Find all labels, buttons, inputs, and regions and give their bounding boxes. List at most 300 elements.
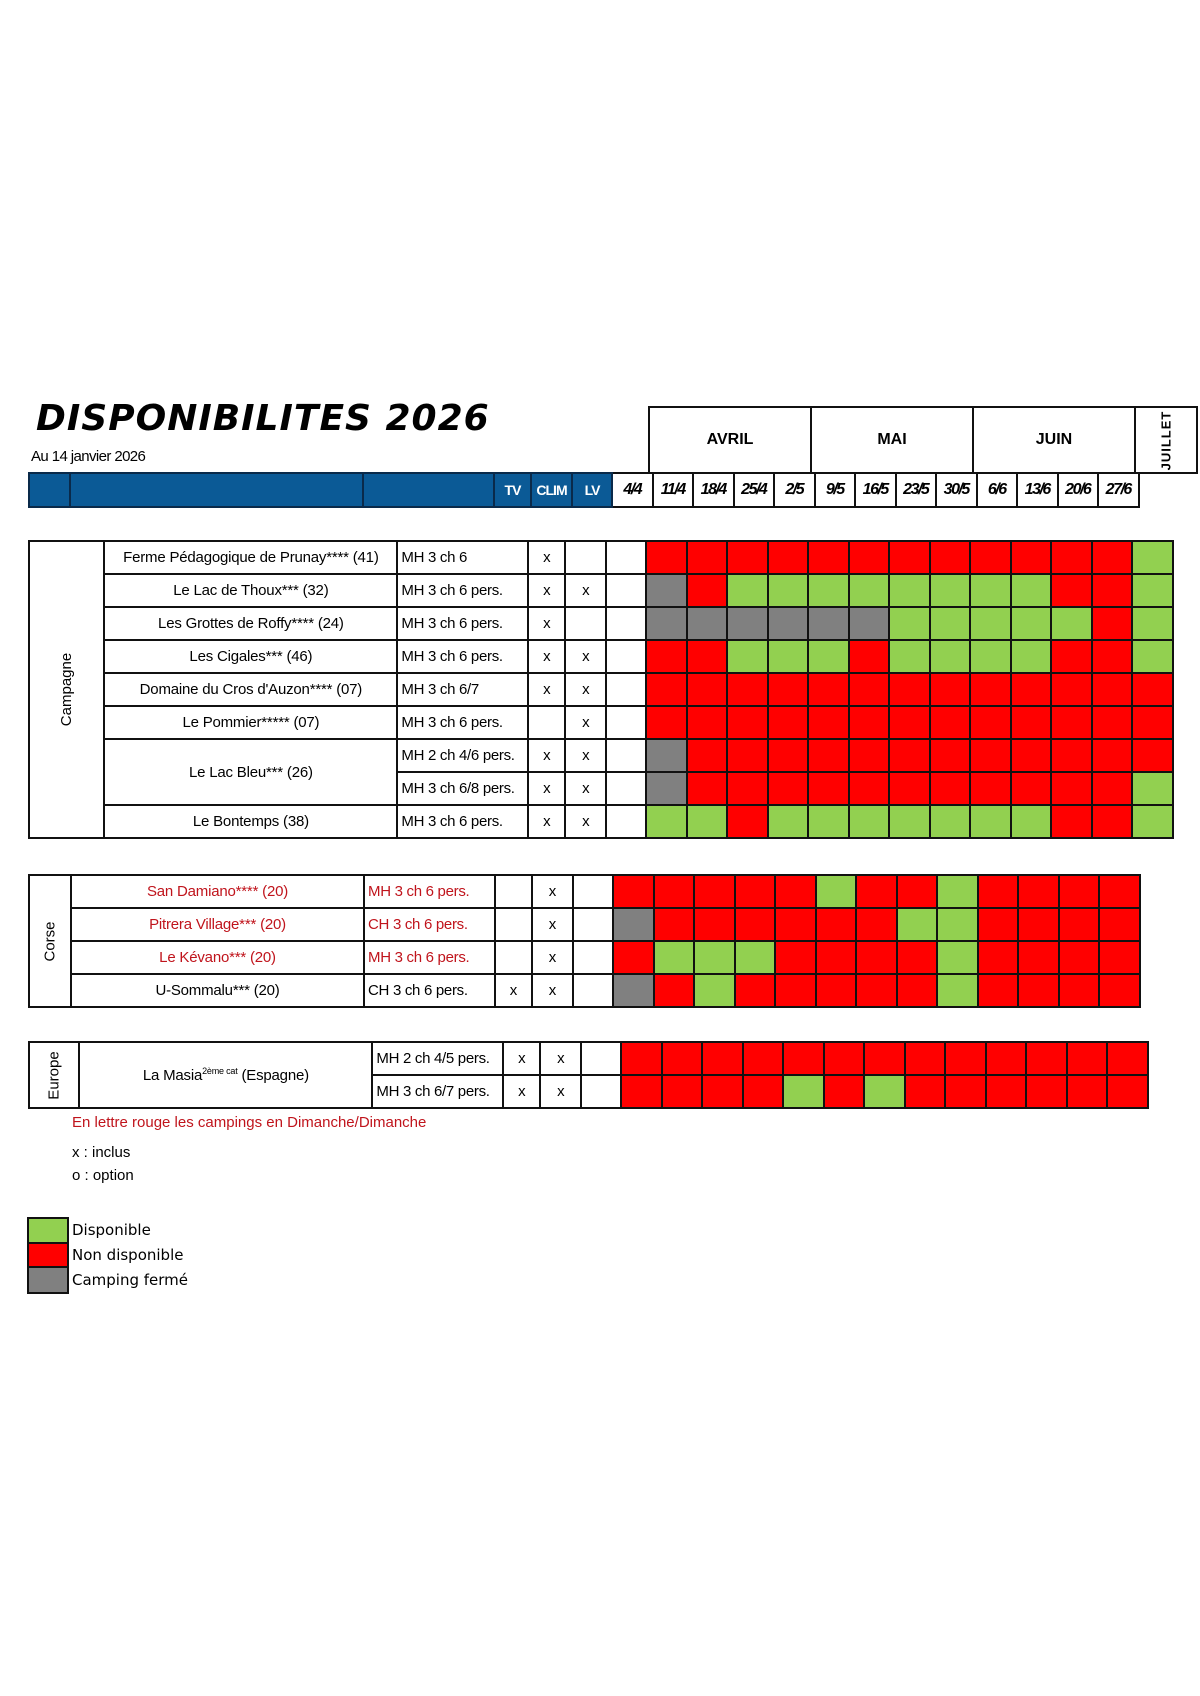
table-row xyxy=(29,574,1173,607)
camping-name: Le Bontemps (38) xyxy=(104,805,397,838)
unavailable-cell xyxy=(1092,706,1133,739)
closed-cell xyxy=(646,772,687,805)
closed-cell xyxy=(768,607,809,640)
camping-name: La Masia$^{2ème cat}$ (Espagne) xyxy=(79,1042,372,1108)
available-cell xyxy=(930,640,971,673)
available-cell xyxy=(1011,574,1052,607)
unavailable-cell xyxy=(1092,772,1133,805)
tv-included-cell: x xyxy=(528,805,565,838)
unavailable-cell xyxy=(1051,640,1092,673)
lv-included-cell xyxy=(606,673,646,706)
available-cell xyxy=(816,875,857,908)
accommodation-type: MH 3 ch 6 pers. xyxy=(364,941,495,974)
clim-col-header: CLIM xyxy=(531,473,572,507)
unavailable-cell xyxy=(1018,941,1059,974)
unavailable-cell xyxy=(694,875,735,908)
lv-included-cell xyxy=(606,607,646,640)
unavailable-cell xyxy=(1092,574,1133,607)
unavailable-cell xyxy=(613,875,654,908)
unavailable-cell xyxy=(889,673,930,706)
unavailable-cell xyxy=(816,941,857,974)
unavailable-cell xyxy=(646,640,687,673)
unavailable-cell xyxy=(621,1075,662,1108)
unavailable-cell xyxy=(727,805,768,838)
unavailable-cell xyxy=(662,1042,703,1075)
unavailable-cell xyxy=(849,772,890,805)
week-column-header: 13/6 xyxy=(1017,473,1058,507)
unavailable-cell xyxy=(849,706,890,739)
camping-name: San Damiano**** (20) xyxy=(71,875,364,908)
o-option-note: o : option xyxy=(72,1167,134,1184)
unavailable-cell xyxy=(727,772,768,805)
table-row xyxy=(29,974,1140,1007)
unavailable-cell xyxy=(768,772,809,805)
available-cell xyxy=(654,941,695,974)
unavailable-cell xyxy=(727,673,768,706)
unavailable-cell xyxy=(864,1042,905,1075)
unavailable-cell xyxy=(735,875,776,908)
unavailable-cell xyxy=(1018,908,1059,941)
month-juin: JUIN xyxy=(973,407,1135,473)
unavailable-cell xyxy=(978,974,1019,1007)
unavailable-cell xyxy=(849,673,890,706)
available-cell xyxy=(937,974,978,1007)
unavailable-cell xyxy=(775,941,816,974)
available-cell xyxy=(1011,640,1052,673)
month-juillet: JUILLET xyxy=(1135,407,1197,473)
unavailable-cell xyxy=(1018,974,1059,1007)
available-cell xyxy=(768,805,809,838)
unavailable-cell xyxy=(1059,941,1100,974)
camping-name: U-Sommalu*** (20) xyxy=(71,974,364,1007)
unavailable-cell xyxy=(1099,941,1140,974)
unavailable-cell xyxy=(1011,706,1052,739)
unavailable-cell xyxy=(1051,673,1092,706)
available-cell xyxy=(783,1075,824,1108)
accommodation-type: CH 3 ch 6 pers. xyxy=(364,908,495,941)
available-cell xyxy=(937,908,978,941)
camping-name: Le Lac Bleu*** (26) xyxy=(104,739,397,805)
unavailable-cell xyxy=(905,1042,946,1075)
unavailable-cell xyxy=(856,941,897,974)
week-column-header: 9/5 xyxy=(815,473,856,507)
lv-included-cell xyxy=(581,1042,621,1075)
region-label: Europe xyxy=(29,1042,79,1108)
unavailable-cell xyxy=(816,908,857,941)
week-column-header: 2/5 xyxy=(774,473,815,507)
lv-included-cell xyxy=(606,541,646,574)
unavailable-cell xyxy=(654,875,695,908)
unavailable-cell xyxy=(970,706,1011,739)
available-cell xyxy=(849,574,890,607)
unavailable-cell xyxy=(1067,1075,1108,1108)
unavailable-cell xyxy=(727,739,768,772)
unavailable-cell xyxy=(978,908,1019,941)
unavailable-cell xyxy=(621,1042,662,1075)
clim-included-cell: x xyxy=(532,974,573,1007)
week-column-header: 4/4 xyxy=(612,473,653,507)
available-cell xyxy=(808,574,849,607)
camping-name: Domaine du Cros d'Auzon**** (07) xyxy=(104,673,397,706)
unavailable-cell xyxy=(970,673,1011,706)
available-cell xyxy=(889,607,930,640)
month-header xyxy=(648,406,1198,474)
section-campagne xyxy=(28,540,1174,839)
unavailable-cell xyxy=(889,706,930,739)
lv-col-header: LV xyxy=(572,473,612,507)
unavailable-cell xyxy=(743,1075,784,1108)
unavailable-cell xyxy=(768,541,809,574)
unavailable-cell xyxy=(1067,1042,1108,1075)
accommodation-type: MH 3 ch 6/8 pers. xyxy=(397,772,528,805)
unavailable-cell xyxy=(1092,673,1133,706)
section-europe xyxy=(28,1041,1149,1109)
available-cell xyxy=(808,805,849,838)
unavailable-cell xyxy=(978,941,1019,974)
available-cell xyxy=(1132,805,1173,838)
week-column-header: 11/4 xyxy=(653,473,694,507)
unavailable-cell xyxy=(897,941,938,974)
available-cell xyxy=(1011,805,1052,838)
unavailable-cell xyxy=(1092,805,1133,838)
unavailable-cell xyxy=(897,974,938,1007)
type-col-header xyxy=(363,473,494,507)
available-cell xyxy=(1132,772,1173,805)
table-row xyxy=(29,908,1140,941)
unavailable-cell xyxy=(905,1075,946,1108)
available-swatch-icon xyxy=(27,1217,69,1243)
camping-name: Les Grottes de Roffy**** (24) xyxy=(104,607,397,640)
unavailable-cell xyxy=(646,706,687,739)
lv-included-cell xyxy=(606,706,646,739)
camping-name: Le Kévano*** (20) xyxy=(71,941,364,974)
closed-cell xyxy=(687,607,728,640)
tv-included-cell: x xyxy=(528,574,565,607)
camping-name: Pitrera Village*** (20) xyxy=(71,908,364,941)
unavailable-cell xyxy=(1018,875,1059,908)
tv-included-cell: x xyxy=(528,673,565,706)
closed-cell xyxy=(727,607,768,640)
unavailable-cell xyxy=(1051,772,1092,805)
region-label: Campagne xyxy=(29,541,104,838)
unavailable-cell xyxy=(1099,875,1140,908)
tv-included-cell xyxy=(495,941,532,974)
available-cell xyxy=(735,941,776,974)
unavailable-cell xyxy=(775,908,816,941)
available-cell xyxy=(694,941,735,974)
closed-cell xyxy=(613,908,654,941)
available-cell xyxy=(937,875,978,908)
unavailable-cell xyxy=(1011,541,1052,574)
lv-included-cell xyxy=(606,574,646,607)
unavailable-cell xyxy=(702,1075,743,1108)
unavailable-cell xyxy=(687,739,728,772)
legend-unavailable: Non disponible xyxy=(27,1242,188,1267)
available-cell xyxy=(768,574,809,607)
unavailable-cell xyxy=(694,908,735,941)
unavailable-cell xyxy=(970,772,1011,805)
table-row xyxy=(29,706,1173,739)
legend-closed: Camping fermé xyxy=(27,1267,188,1292)
unavailable-cell xyxy=(978,875,1019,908)
unavailable-cell xyxy=(930,772,971,805)
lv-included-cell xyxy=(573,875,613,908)
clim-included-cell: x xyxy=(540,1075,581,1108)
tv-included-cell: x xyxy=(503,1075,540,1108)
table-row xyxy=(29,640,1173,673)
tv-included-cell: x xyxy=(528,772,565,805)
unavailable-swatch-icon xyxy=(27,1242,69,1268)
tv-included-cell xyxy=(495,908,532,941)
unavailable-cell xyxy=(687,640,728,673)
unavailable-cell xyxy=(654,974,695,1007)
accommodation-type: MH 3 ch 6 pers. xyxy=(397,607,528,640)
section-corse xyxy=(28,874,1141,1008)
tv-included-cell: x xyxy=(528,541,565,574)
week-column-header: 6/6 xyxy=(977,473,1018,507)
available-cell xyxy=(1132,607,1173,640)
table-row xyxy=(29,1042,1148,1075)
available-cell xyxy=(930,607,971,640)
available-cell xyxy=(646,805,687,838)
unavailable-cell xyxy=(687,706,728,739)
available-cell xyxy=(1051,607,1092,640)
unavailable-cell xyxy=(1011,739,1052,772)
tv-included-cell: x xyxy=(503,1042,540,1075)
unavailable-cell xyxy=(856,974,897,1007)
unavailable-cell xyxy=(1092,541,1133,574)
available-cell xyxy=(897,908,938,941)
unavailable-cell xyxy=(1092,607,1133,640)
closed-cell xyxy=(849,607,890,640)
week-column-header: 27/6 xyxy=(1098,473,1139,507)
lv-included-cell xyxy=(573,974,613,1007)
unavailable-cell xyxy=(775,875,816,908)
unavailable-cell xyxy=(646,541,687,574)
camping-name: Ferme Pédagogique de Prunay**** (41) xyxy=(104,541,397,574)
unavailable-cell xyxy=(930,739,971,772)
unavailable-cell xyxy=(970,541,1011,574)
unavailable-cell xyxy=(735,974,776,1007)
closed-cell xyxy=(808,607,849,640)
available-cell xyxy=(970,640,1011,673)
accommodation-type: MH 3 ch 6 pers. xyxy=(397,640,528,673)
legend-available: Disponible xyxy=(27,1217,188,1242)
unavailable-cell xyxy=(1099,974,1140,1007)
red-letter-note: En lettre rouge les campings en Dimanche/Dimanche xyxy=(72,1114,427,1131)
unavailable-cell xyxy=(824,1042,865,1075)
region-label: Corse xyxy=(29,875,71,1007)
week-column-header: 25/4 xyxy=(734,473,775,507)
available-cell xyxy=(1011,607,1052,640)
unavailable-cell xyxy=(808,541,849,574)
unavailable-cell xyxy=(945,1075,986,1108)
closed-cell xyxy=(646,574,687,607)
unavailable-cell xyxy=(1099,908,1140,941)
clim-included-cell: x xyxy=(565,772,606,805)
lv-included-cell xyxy=(606,739,646,772)
lv-included-cell xyxy=(573,908,613,941)
clim-included-cell: x xyxy=(565,805,606,838)
unavailable-cell xyxy=(727,541,768,574)
unavailable-cell xyxy=(930,673,971,706)
unavailable-cell xyxy=(808,673,849,706)
tv-included-cell xyxy=(495,875,532,908)
unavailable-cell xyxy=(897,875,938,908)
available-cell xyxy=(727,640,768,673)
unavailable-cell xyxy=(783,1042,824,1075)
unavailable-cell xyxy=(1107,1075,1148,1108)
unavailable-cell xyxy=(768,706,809,739)
unavailable-cell xyxy=(1059,908,1100,941)
tv-col-header: TV xyxy=(494,473,531,507)
clim-included-cell: x xyxy=(565,640,606,673)
accommodation-type: MH 3 ch 6/7 xyxy=(397,673,528,706)
unavailable-cell xyxy=(1051,574,1092,607)
unavailable-cell xyxy=(735,908,776,941)
unavailable-cell xyxy=(687,673,728,706)
clim-included-cell: x xyxy=(532,875,573,908)
table-row xyxy=(29,875,1140,908)
unavailable-cell xyxy=(1132,739,1173,772)
available-cell xyxy=(889,640,930,673)
week-column-header: 23/5 xyxy=(896,473,937,507)
unavailable-cell xyxy=(808,739,849,772)
available-cell xyxy=(727,574,768,607)
clim-included-cell: x xyxy=(540,1042,581,1075)
unavailable-cell xyxy=(1011,772,1052,805)
available-cell xyxy=(694,974,735,1007)
unavailable-cell xyxy=(1132,706,1173,739)
clim-included-cell: x xyxy=(532,908,573,941)
tv-included-cell: x xyxy=(528,640,565,673)
accommodation-type: MH 3 ch 6 pers. xyxy=(364,875,495,908)
week-column-header: 16/5 xyxy=(855,473,896,507)
available-cell xyxy=(889,574,930,607)
unavailable-cell xyxy=(986,1075,1027,1108)
unavailable-cell xyxy=(1026,1075,1067,1108)
unavailable-cell xyxy=(1026,1042,1067,1075)
unavailable-cell xyxy=(970,739,1011,772)
accommodation-type: MH 2 ch 4/6 pers. xyxy=(397,739,528,772)
legend xyxy=(27,1217,188,1292)
table-row xyxy=(29,941,1140,974)
unavailable-cell xyxy=(1092,739,1133,772)
unavailable-cell xyxy=(889,739,930,772)
month-avril: AVRIL xyxy=(649,407,811,473)
unavailable-cell xyxy=(687,772,728,805)
clim-included-cell: x xyxy=(565,706,606,739)
available-cell xyxy=(1132,574,1173,607)
unavailable-cell xyxy=(1107,1042,1148,1075)
page-title: DISPONIBILITES 2026 xyxy=(36,398,490,439)
camping-name: Le Lac de Thoux*** (32) xyxy=(104,574,397,607)
name-col-header xyxy=(70,473,363,507)
table-row xyxy=(29,673,1173,706)
lv-included-cell xyxy=(581,1075,621,1108)
available-cell xyxy=(970,574,1011,607)
week-column-header: 30/5 xyxy=(936,473,977,507)
closed-swatch-icon xyxy=(27,1266,69,1294)
lv-included-cell xyxy=(573,941,613,974)
unavailable-cell xyxy=(1132,673,1173,706)
unavailable-cell xyxy=(824,1075,865,1108)
table-row xyxy=(29,805,1173,838)
unavailable-cell xyxy=(768,673,809,706)
available-cell xyxy=(937,941,978,974)
unavailable-cell xyxy=(1011,673,1052,706)
accommodation-type: MH 2 ch 4/5 pers. xyxy=(372,1042,503,1075)
column-header-bar xyxy=(28,472,1140,508)
x-included-note: x : inclus xyxy=(72,1144,131,1161)
closed-cell xyxy=(613,974,654,1007)
unavailable-cell xyxy=(687,541,728,574)
unavailable-cell xyxy=(702,1042,743,1075)
unavailable-cell xyxy=(1051,805,1092,838)
available-cell xyxy=(970,607,1011,640)
as-of-date: Au 14 janvier 2026 xyxy=(31,448,146,465)
unavailable-cell xyxy=(1059,875,1100,908)
unavailable-cell xyxy=(743,1042,784,1075)
unavailable-cell xyxy=(662,1075,703,1108)
region-col-header xyxy=(29,473,70,507)
closed-cell xyxy=(646,607,687,640)
unavailable-cell xyxy=(1051,706,1092,739)
unavailable-cell xyxy=(889,772,930,805)
unavailable-cell xyxy=(986,1042,1027,1075)
unavailable-cell xyxy=(945,1042,986,1075)
tv-included-cell: x xyxy=(528,739,565,772)
clim-included-cell xyxy=(565,541,606,574)
unavailable-cell xyxy=(930,706,971,739)
available-cell xyxy=(889,805,930,838)
unavailable-cell xyxy=(808,772,849,805)
unavailable-cell xyxy=(613,941,654,974)
unavailable-cell xyxy=(646,673,687,706)
unavailable-cell xyxy=(808,706,849,739)
table-row xyxy=(29,739,1173,772)
unavailable-cell xyxy=(768,739,809,772)
lv-included-cell xyxy=(606,805,646,838)
unavailable-cell xyxy=(816,974,857,1007)
unavailable-cell xyxy=(889,541,930,574)
available-cell xyxy=(1132,541,1173,574)
month-mai: MAI xyxy=(811,407,973,473)
tv-included-cell: x xyxy=(495,974,532,1007)
camping-name: Les Cigales*** (46) xyxy=(104,640,397,673)
camping-name: Le Pommier***** (07) xyxy=(104,706,397,739)
lv-included-cell xyxy=(606,640,646,673)
table-row xyxy=(29,541,1173,574)
available-cell xyxy=(849,805,890,838)
unavailable-cell xyxy=(687,574,728,607)
lv-included-cell xyxy=(606,772,646,805)
accommodation-type: MH 3 ch 6/7 pers. xyxy=(372,1075,503,1108)
accommodation-type: MH 3 ch 6 pers. xyxy=(397,805,528,838)
unavailable-cell xyxy=(930,541,971,574)
unavailable-cell xyxy=(727,706,768,739)
unavailable-cell xyxy=(856,875,897,908)
available-cell xyxy=(864,1075,905,1108)
available-cell xyxy=(930,805,971,838)
accommodation-type: MH 3 ch 6 xyxy=(397,541,528,574)
unavailable-cell xyxy=(1051,541,1092,574)
available-cell xyxy=(1132,640,1173,673)
unavailable-cell xyxy=(775,974,816,1007)
unavailable-cell xyxy=(856,908,897,941)
week-column-header: 18/4 xyxy=(693,473,734,507)
clim-included-cell xyxy=(565,607,606,640)
